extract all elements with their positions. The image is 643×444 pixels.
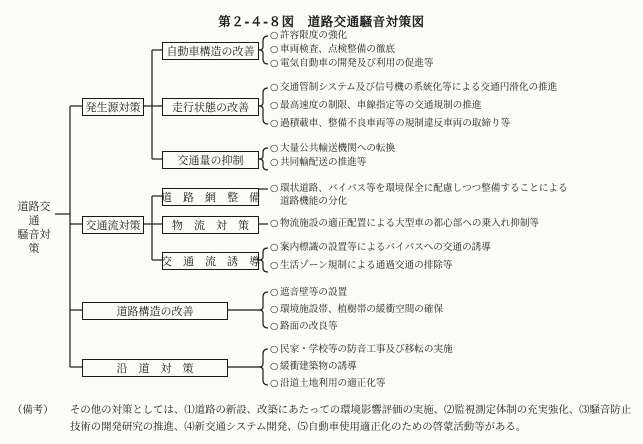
list-item: ○ 民家・学校等の防音工事及び移転の実施 <box>270 344 453 355</box>
list-item: ○ 電気自動車の開発及び利用の促進等 <box>270 58 434 69</box>
footnote-line2: 技術の開発研究の推進、⑷新交通システム開発、⑸自動車使用適正化のための啓蒙活動等がある。 <box>70 421 527 433</box>
sub-traffic-guidance: 交 通 流 誘 導 <box>162 252 259 270</box>
category-roadside-measures: 沿 道 対 策 <box>82 359 228 377</box>
sub-logistics: 物 流 対 策 <box>162 216 259 234</box>
root-label-line2: 騒音対策 <box>17 228 51 255</box>
list-item: ○ 許容限度の強化 <box>270 30 348 41</box>
sub-vehicle-structure: 自動車構造の改善 <box>162 42 259 60</box>
list-item: ○ 最高速度の制限、車線指定等の交通規制の推進 <box>270 100 482 111</box>
category-source-measures: 発生源対策 <box>82 98 144 116</box>
footnote-line1: その他の対策としては、⑴道路の新設、改築にあたっての環境影響評価の実施、⑵監視測定体制の充実強化、⑶騒音防止 <box>70 404 632 416</box>
sub-road-network: 道 路 網 整 備 <box>162 188 259 206</box>
root-node <box>14 200 54 256</box>
list-item: ○ 案内標識の設置等によるバイパスへの交通の誘導 <box>270 242 491 253</box>
list-item: ○ 環境施設帯、植樹帯の緩衝空間の確保 <box>270 304 444 315</box>
sub-traffic-volume: 交通量の抑制 <box>162 151 259 169</box>
list-item: ○ 沿道土地利用の適正化等 <box>270 378 386 389</box>
list-item: ○ 生活ゾーン規制による通過交通の排除等 <box>270 260 453 271</box>
list-item: ○ 過積載車、整備不良車両等の規制違反車両の取締り等 <box>270 118 511 129</box>
root-label-line1: 道路交通 <box>17 200 51 227</box>
category-traffic-flow-measures: 交通流対策 <box>82 216 144 234</box>
list-item: ○ 物流施設の適正配置による大型車の都心部への乗入れ抑制等 <box>270 218 540 229</box>
list-item: ○ 大量公共輸送機関への転換 <box>270 143 396 154</box>
sub-driving-conditions: 走行状態の改善 <box>162 98 259 116</box>
list-item-continuation: 道路機能の分化 <box>280 196 348 207</box>
footnote-label: （備考） <box>12 404 54 416</box>
list-item: ○ 車両検査、点検整備の徹底 <box>270 44 396 55</box>
list-item: ○ 緩衝建築物の誘導 <box>270 361 357 372</box>
list-item: ○ 交通管制システム及び信号機の系統化等による交通円滑化の推進 <box>270 82 558 93</box>
list-item: ○ 共同輸配送の推進等 <box>270 157 367 168</box>
diagram-title: 第２-４-８図 道路交通騒音対策図 <box>218 14 425 29</box>
footnote <box>12 402 640 436</box>
list-item: ○ 路面の改良等 <box>270 321 338 332</box>
list-item: ○ 環状道路、バイパス等を環境保全に配慮しつつ整備することによる <box>270 183 568 194</box>
category-road-structure: 道路構造の改善 <box>82 302 228 320</box>
list-item: ○ 遮音壁等の設置 <box>270 287 348 298</box>
